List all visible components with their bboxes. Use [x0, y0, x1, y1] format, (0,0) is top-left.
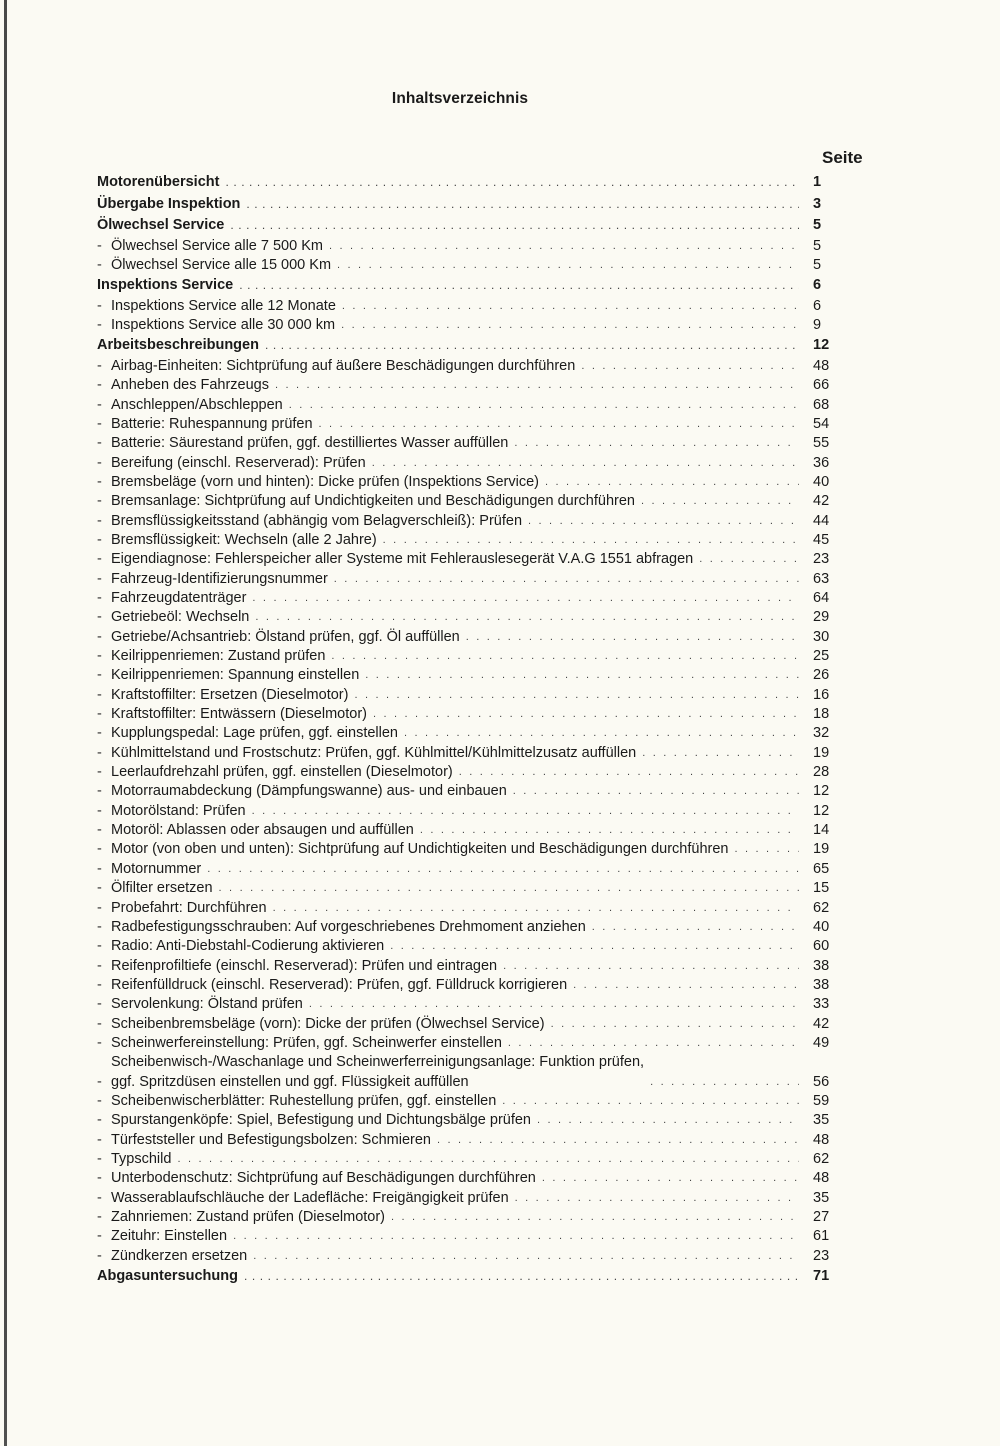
- list-dash: -: [97, 841, 102, 858]
- toc-page-number: 29: [813, 609, 830, 626]
- toc-section-entry: [97, 215, 849, 237]
- toc-entry-label: Kupplungspedal: Lage prüfen, ggf. einstellen: [111, 725, 398, 742]
- list-dash: -: [97, 237, 102, 254]
- dot-leader: [542, 1169, 799, 1188]
- toc-entry: [97, 357, 849, 376]
- list-dash: -: [97, 1170, 102, 1187]
- toc-entry-label: Radio: Anti-Diebstahl-Codierung aktivieren: [111, 938, 385, 955]
- list-dash: -: [97, 918, 102, 935]
- toc-entry-label: Batterie: Säurestand prüfen, ggf. destilliertes Wasser auffüllen: [111, 435, 509, 452]
- toc-entry-label: Bereifung (einschl. Reserverad): Prüfen: [111, 454, 366, 471]
- dot-leader: [513, 782, 799, 801]
- toc-entry-label: Radbefestigungsschrauben: Auf vorgeschriebenes Drehmoment anziehen: [111, 918, 586, 935]
- toc-entry: [97, 744, 849, 763]
- dot-leader: [466, 628, 799, 647]
- toc-entry: [97, 1092, 849, 1111]
- dot-leader: [581, 357, 799, 376]
- dot-leader: [515, 1189, 799, 1208]
- toc-entry-label: Scheinwerfereinstellung: Prüfen, ggf. Scheinwerfer einstellen: [111, 1034, 502, 1051]
- list-dash: -: [97, 725, 102, 742]
- list-dash: -: [97, 512, 102, 529]
- toc-entry: [97, 840, 849, 859]
- toc-entry: [97, 937, 849, 956]
- toc-entry: [97, 821, 849, 840]
- toc-page-number: 16: [813, 686, 830, 703]
- toc-entry-label: Kühlmittelstand und Frostschutz: Prüfen, ggf. Kühlmittel/Kühlmittelzusatz auffüllen: [111, 744, 637, 761]
- toc-entry-label: Eigendiagnose: Fehlerspeicher aller Systeme mit Fehlerauslesegerät V.A.G 1551 abfragen: [111, 551, 694, 568]
- list-dash: -: [97, 570, 102, 587]
- dot-leader: [372, 454, 799, 473]
- toc-entry-label: Motorenübersicht: [97, 174, 220, 190]
- dot-leader: [365, 666, 799, 685]
- toc-entry: [97, 957, 849, 976]
- dot-leader: [373, 705, 799, 724]
- dot-leader: [252, 589, 799, 608]
- toc-entry: [97, 297, 849, 316]
- toc-entry-label: Leerlaufdrehzahl prüfen, ggf. einstellen (Dieselmotor): [111, 764, 453, 781]
- toc-entry-label: Ölfilter ersetzen: [111, 880, 213, 897]
- page-title: Inhaltsverzeichnis: [391, 90, 529, 107]
- toc-entry-label: Keilrippenriemen: Spannung einstellen: [111, 667, 360, 684]
- dot-leader: [573, 976, 799, 995]
- dot-leader: [275, 376, 799, 395]
- toc-entry: [97, 1227, 849, 1246]
- dot-leader: [420, 821, 799, 840]
- dot-leader: [502, 1092, 799, 1111]
- toc-entry: [97, 1015, 849, 1034]
- toc-page-number: 3: [813, 195, 822, 212]
- toc-section-entry: [97, 194, 849, 216]
- toc-entry: [97, 256, 849, 275]
- toc-entry-label: Servolenkung: Ölstand prüfen: [111, 996, 303, 1013]
- toc-page-number: 66: [813, 377, 830, 394]
- toc-entry-label: Bremsflüssigkeit: Wechseln (alle 2 Jahre): [111, 531, 377, 548]
- toc-entry-label: Scheibenwischerblätter: Ruhestellung prüfen, ggf. einstellen: [111, 1092, 497, 1109]
- toc-page-number: 6: [813, 297, 822, 314]
- toc-entry-label: Reifenfülldruck (einschl. Reserverad): Prüfen, ggf. Fülldruck korrigieren: [111, 976, 568, 993]
- toc-page-number: 64: [813, 590, 830, 606]
- dot-leader: [255, 608, 799, 627]
- toc-entry: [97, 1053, 849, 1092]
- toc-entry: [97, 396, 849, 415]
- scan-page-edge: [4, 0, 7, 1446]
- list-dash: -: [97, 493, 102, 510]
- list-dash: -: [97, 415, 102, 432]
- toc-section-entry: [97, 1266, 849, 1288]
- toc-entry-label: Anschleppen/Abschleppen: [111, 396, 283, 413]
- dot-leader: [230, 215, 799, 237]
- toc-entry: [97, 724, 849, 743]
- dot-leader: [177, 1150, 799, 1169]
- toc-page-number: 48: [813, 1131, 830, 1148]
- list-dash: -: [97, 686, 102, 703]
- toc-page-number: 49: [813, 1034, 830, 1051]
- toc-entry: [97, 316, 849, 335]
- dot-leader: [699, 550, 799, 569]
- dot-leader: [246, 194, 799, 216]
- toc-entry-label: Motorraumabdeckung (Dämpfungswanne) aus- und einbauen: [111, 783, 507, 800]
- toc-page-number: 15: [813, 880, 830, 897]
- toc-entry-label: Motor (von oben und unten): Sichtprüfung auf Undichtigkeiten und Beschädigungen durchführen: [111, 841, 729, 858]
- toc-page-number: 59: [813, 1092, 830, 1109]
- toc-entry-label: Zahnriemen: Zustand prüfen (Dieselmotor): [111, 1209, 386, 1225]
- toc-page-number: 6: [813, 277, 822, 294]
- toc-entry-label: Motornummer: [111, 860, 202, 877]
- toc-entry-label: Arbeitsbeschreibungen: [97, 337, 259, 354]
- toc-page-number: 40: [813, 473, 830, 490]
- list-dash: -: [97, 256, 102, 273]
- list-dash: -: [97, 899, 102, 916]
- dot-leader: [265, 335, 799, 357]
- toc-entry-label: Probefahrt: Durchführen: [111, 899, 267, 916]
- list-dash: -: [97, 802, 102, 819]
- list-dash: -: [97, 1209, 102, 1225]
- toc-entry: [97, 589, 849, 608]
- dot-leader: [734, 840, 799, 859]
- toc-page-number: 30: [813, 628, 830, 645]
- toc-entry-label: Kraftstoffilter: Entwässern (Dieselmotor): [111, 706, 367, 723]
- toc-entry: [97, 1208, 849, 1227]
- toc-page-number: 9: [813, 317, 822, 334]
- toc-page-number: 61: [813, 1228, 830, 1245]
- toc-page-number: 71: [813, 1268, 830, 1285]
- toc-entry: [97, 976, 849, 995]
- toc-page-number: 38: [813, 976, 830, 993]
- list-dash: -: [97, 454, 102, 471]
- list-dash: -: [97, 822, 102, 839]
- toc-entry: [97, 1189, 849, 1208]
- list-dash: -: [97, 1247, 102, 1264]
- toc-page-number: 45: [813, 531, 830, 548]
- dot-leader: [219, 879, 799, 898]
- toc-page-number: 54: [813, 415, 830, 432]
- toc-page-number: 12: [813, 337, 830, 354]
- toc-entry-label: Anheben des Fahrzeugs: [111, 377, 269, 394]
- dot-leader: [528, 512, 799, 531]
- toc-entry-label: Airbag-Einheiten: Sichtprüfung auf äußere Beschädigungen durchführen: [111, 357, 576, 374]
- dot-leader: [508, 1034, 799, 1053]
- list-dash: -: [97, 957, 102, 974]
- dot-leader: [459, 763, 799, 782]
- list-dash: -: [97, 473, 102, 490]
- toc-page-number: 38: [813, 957, 830, 974]
- list-dash: -: [97, 435, 102, 452]
- toc-entry: [97, 376, 849, 395]
- dot-leader: [334, 570, 799, 589]
- dot-leader: [551, 1015, 799, 1034]
- dot-leader: [383, 531, 799, 550]
- list-dash: -: [97, 764, 102, 781]
- toc-entry: [97, 860, 849, 879]
- toc-page-number: 63: [813, 570, 830, 587]
- toc-page-number: 18: [813, 706, 830, 723]
- list-dash: -: [97, 531, 102, 548]
- toc-entry-label: Inspektions Service alle 12 Monate: [111, 297, 336, 314]
- dot-leader: [514, 434, 799, 453]
- toc-entry-label: Bremsanlage: Sichtprüfung auf Undichtigkeiten und Beschädigungen durchführen: [111, 493, 635, 510]
- dot-leader: [225, 172, 799, 194]
- toc-entry: [97, 434, 849, 453]
- list-dash: -: [97, 297, 102, 314]
- toc-entry-label-line1: Scheibenwisch-/Waschanlage und Scheinwerferreinigungsanlage: Funktion prüfen,: [111, 1054, 645, 1071]
- toc-entry: [97, 879, 849, 898]
- list-dash: -: [97, 628, 102, 645]
- toc-entry-label: Zeituhr: Einstellen: [111, 1228, 228, 1245]
- dot-leader: [404, 724, 799, 743]
- dot-leader: [537, 1111, 799, 1130]
- toc-entry: [97, 531, 849, 550]
- toc-section-entry: [97, 172, 849, 194]
- toc-page-number: 48: [813, 357, 830, 374]
- dot-leader: [309, 995, 799, 1014]
- toc-section-entry: [97, 275, 849, 297]
- toc-page-number: 32: [813, 725, 830, 742]
- list-dash: -: [97, 1034, 102, 1051]
- dot-leader: [341, 316, 799, 335]
- toc-entry: [97, 1034, 849, 1053]
- list-dash: -: [97, 377, 102, 394]
- list-dash: -: [97, 590, 102, 606]
- toc-entry-label: Zündkerzen ersetzen: [111, 1247, 248, 1264]
- toc-page-number: 56: [813, 1073, 830, 1090]
- dot-leader: [252, 802, 799, 821]
- toc-entry: [97, 237, 849, 256]
- toc-page-number: 26: [813, 667, 830, 684]
- toc-page-number: 42: [813, 1015, 830, 1032]
- list-dash: -: [97, 706, 102, 723]
- toc-page-number: 19: [813, 744, 830, 761]
- toc-entry: [97, 1150, 849, 1169]
- dot-leader: [642, 744, 799, 763]
- toc-page-number: 33: [813, 996, 830, 1013]
- table-of-contents: [97, 172, 849, 1288]
- toc-entry: [97, 628, 849, 647]
- toc-entry-label: Scheibenbremsbeläge (vorn): Dicke der prüfen (Ölwechsel Service): [111, 1015, 545, 1032]
- list-dash: -: [97, 1073, 102, 1090]
- toc-entry: [97, 782, 849, 801]
- toc-page-number: 36: [813, 454, 830, 471]
- toc-entry: [97, 647, 849, 666]
- list-dash: -: [97, 744, 102, 761]
- dot-leader: [592, 918, 799, 937]
- list-dash: -: [97, 667, 102, 684]
- list-dash: -: [97, 783, 102, 800]
- list-dash: -: [97, 1015, 102, 1032]
- toc-entry: [97, 550, 849, 569]
- toc-entry: [97, 918, 849, 937]
- dot-leader: [545, 473, 799, 492]
- toc-entry-label: Türfeststeller und Befestigungsbolzen: Schmieren: [111, 1131, 431, 1148]
- toc-entry-label: Spurstangenköpfe: Spiel, Befestigung und Dichtungsbälge prüfen: [111, 1112, 531, 1129]
- toc-entry-label: Ölwechsel Service: [97, 217, 225, 233]
- toc-entry: [97, 608, 849, 627]
- toc-entry: [97, 705, 849, 724]
- toc-entry: [97, 899, 849, 918]
- toc-entry-label: Motorölstand: Prüfen: [111, 802, 246, 819]
- dot-leader: [329, 237, 799, 256]
- dot-leader: [319, 415, 799, 434]
- toc-page-number: 25: [813, 648, 830, 665]
- toc-entry-label: Fahrzeugdatenträger: [111, 590, 247, 606]
- dot-leader: [244, 1266, 799, 1288]
- toc-entry: [97, 570, 849, 589]
- toc-page-number: 5: [813, 217, 822, 233]
- toc-page-number: 68: [813, 396, 830, 413]
- toc-page-number: 27: [813, 1209, 830, 1225]
- toc-entry: [97, 686, 849, 705]
- toc-entry-label: Ölwechsel Service alle 15 000 Km: [111, 256, 332, 273]
- toc-entry-label: Übergabe Inspektion: [97, 195, 241, 212]
- toc-page-number: 12: [813, 783, 830, 800]
- list-dash: -: [97, 1112, 102, 1129]
- toc-entry: [97, 1131, 849, 1150]
- toc-page-number: 23: [813, 551, 830, 568]
- page-column-header: Seite: [822, 148, 863, 167]
- toc-entry-label: Bremsbeläge (vorn und hinten): Dicke prüfen (Inspektions Service): [111, 473, 539, 490]
- toc-entry-label: Unterbodenschutz: Sichtprüfung auf Beschädigungen durchführen: [111, 1170, 536, 1187]
- toc-entry: [97, 492, 849, 511]
- list-dash: -: [97, 357, 102, 374]
- list-dash: -: [97, 976, 102, 993]
- list-dash: -: [97, 648, 102, 665]
- toc-page-number: 42: [813, 493, 830, 510]
- list-dash: -: [97, 396, 102, 413]
- toc-entry: [97, 1111, 849, 1130]
- toc-page-number: 19: [813, 841, 830, 858]
- toc-page-number: 35: [813, 1189, 830, 1206]
- dot-leader: [354, 686, 799, 705]
- list-dash: -: [97, 938, 102, 955]
- list-dash: -: [97, 609, 102, 626]
- toc-page-number: 65: [813, 860, 830, 877]
- toc-page-number: 12: [813, 802, 830, 819]
- toc-entry: [97, 802, 849, 821]
- toc-entry: [97, 995, 849, 1014]
- dot-leader: [503, 957, 799, 976]
- list-dash: -: [97, 1092, 102, 1109]
- toc-page-number: 35: [813, 1112, 830, 1129]
- list-dash: -: [97, 551, 102, 568]
- list-dash: -: [97, 1228, 102, 1245]
- toc-entry-label: Reifenprofiltiefe (einschl. Reserverad): Prüfen und eintragen: [111, 957, 498, 974]
- toc-page-number: 5: [813, 256, 822, 273]
- toc-page-number: 48: [813, 1170, 830, 1187]
- dot-leader: [253, 1247, 799, 1266]
- toc-entry-label: Bremsflüssigkeitsstand (abhängig vom Belagverschleiß): Prüfen: [111, 512, 523, 529]
- toc-entry-label: Abgasuntersuchung: [97, 1268, 238, 1285]
- dot-leader: [289, 396, 799, 415]
- toc-page-number: 60: [813, 938, 830, 955]
- list-dash: -: [97, 1131, 102, 1148]
- toc-entry: [97, 666, 849, 685]
- toc-page-number: 5: [813, 237, 822, 254]
- toc-page-number: 28: [813, 764, 830, 781]
- toc-page-number: 1: [813, 174, 822, 190]
- dot-leader: [390, 937, 799, 956]
- toc-entry-label: Typschild: [111, 1150, 172, 1167]
- toc-entry: [97, 473, 849, 492]
- toc-entry: [97, 1169, 849, 1188]
- list-dash: -: [97, 1189, 102, 1206]
- toc-entry-label: Kraftstoffilter: Ersetzen (Dieselmotor): [111, 686, 349, 703]
- list-dash: -: [97, 860, 102, 877]
- list-dash: -: [97, 996, 102, 1013]
- toc-section-entry: [97, 335, 849, 357]
- list-dash: -: [97, 1150, 102, 1167]
- toc-entry: [97, 512, 849, 531]
- toc-page-number: 62: [813, 1150, 830, 1167]
- list-dash: -: [97, 880, 102, 897]
- toc-entry: [97, 415, 849, 434]
- toc-page-number: 14: [813, 822, 830, 839]
- toc-entry-label: Getriebe/Achsantrieb: Ölstand prüfen, ggf. Öl auffüllen: [111, 628, 460, 645]
- toc-entry: [97, 1247, 849, 1266]
- dot-leader: [437, 1131, 799, 1150]
- toc-entry-label-line2: ggf. Spritzdüsen einstellen und ggf. Flüssigkeit auffüllen: [111, 1073, 469, 1090]
- dot-leader: [650, 1073, 799, 1092]
- toc-entry: [97, 763, 849, 782]
- toc-page-number: 62: [813, 899, 830, 916]
- dot-leader: [342, 297, 799, 316]
- dot-leader: [337, 256, 799, 275]
- toc-entry-label: Keilrippenriemen: Zustand prüfen: [111, 648, 326, 665]
- toc-entry-label: Motoröl: Ablassen oder absaugen und auffüllen: [111, 822, 414, 839]
- toc-entry-label: Getriebeöl: Wechseln: [111, 609, 250, 626]
- toc-entry: [97, 454, 849, 473]
- toc-entry-label: Batterie: Ruhespannung prüfen: [111, 415, 313, 432]
- toc-page-number: 23: [813, 1247, 830, 1264]
- dot-leader: [239, 275, 799, 297]
- toc-entry-label: Inspektions Service: [97, 277, 234, 294]
- toc-page-number: 55: [813, 435, 830, 452]
- toc-entry-label: Wasserablaufschläuche der Ladefläche: Freigängigkeit prüfen: [111, 1189, 509, 1206]
- dot-leader: [641, 492, 799, 511]
- toc-entry-label: Ölwechsel Service alle 7 500 Km: [111, 237, 323, 254]
- dot-leader: [273, 899, 799, 918]
- toc-entry-label: Inspektions Service alle 30 000 km: [111, 317, 336, 334]
- toc-page-number: 44: [813, 512, 830, 529]
- list-dash: -: [97, 317, 102, 334]
- toc-entry-label: Fahrzeug-Identifizierungsnummer: [111, 570, 328, 587]
- dot-leader: [233, 1227, 799, 1246]
- dot-leader: [331, 647, 799, 666]
- dot-leader: [391, 1208, 799, 1227]
- dot-leader: [207, 860, 799, 879]
- toc-entry-label: [111, 1053, 644, 1092]
- toc-page-number: 40: [813, 918, 830, 935]
